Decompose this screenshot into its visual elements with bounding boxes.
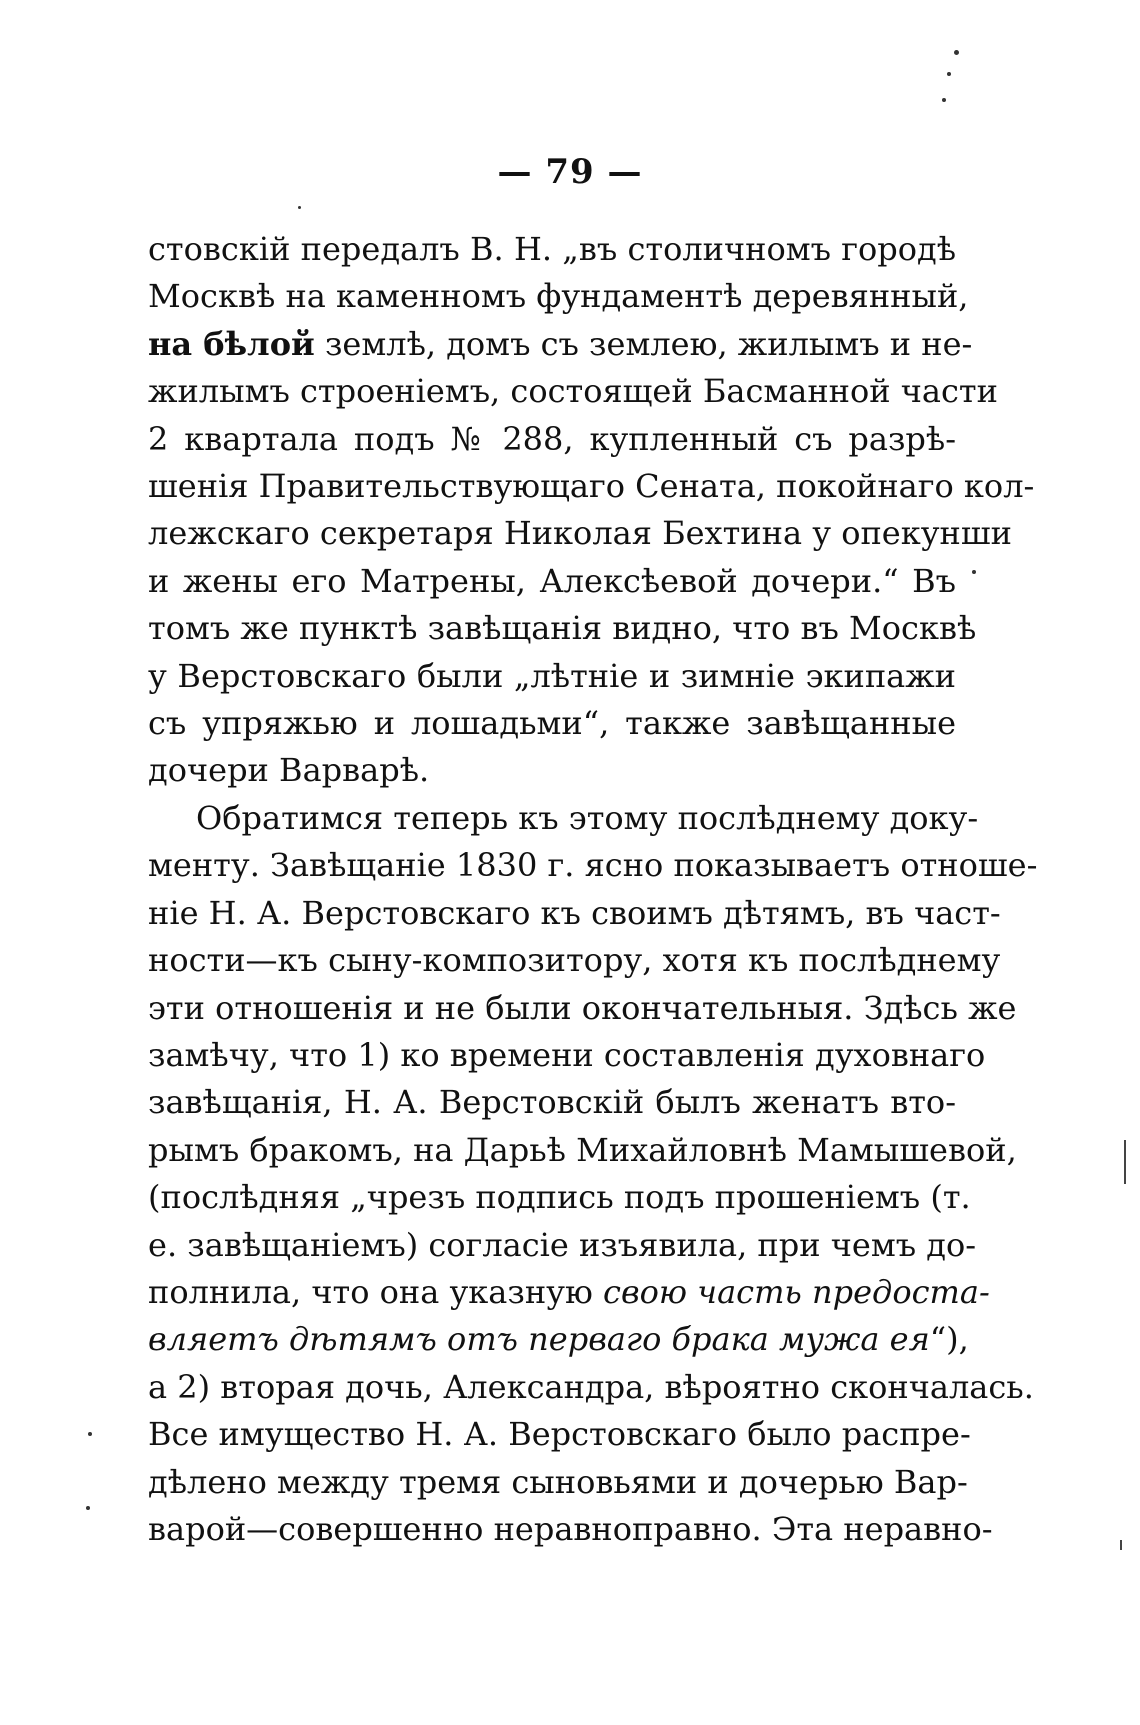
text-fragment: “), [929,1320,969,1359]
text-line: завѣщанія, Н. А. Верстовскій былъ женатъ вто- [148,1083,956,1122]
text-line: жилымъ строеніемъ, состоящей Басманной части [148,372,998,411]
text-line: рымъ бракомъ, на Дарьѣ Михайловнѣ Мамышевой, [148,1130,1017,1169]
text-line: и жены его Матрены, Алексѣевой дочери.“ Въ [148,561,956,600]
text-line: варой—совершенно неравноправно. Эта неравно- [148,1509,993,1548]
page-number: — 79 — [497,152,643,192]
text-line: ніе Н. А. Верстовскаго къ своимъ дѣтямъ, въ част- [148,893,1001,932]
text-line: (послѣдняя „чрезъ подпись подъ прошеніемъ (т. [148,1178,971,1217]
scan-speck [947,72,951,76]
text-line [148,1316,969,1363]
italic-phrase: свою часть предоста- [603,1272,990,1311]
text-line: дочери Варварѣ. [148,751,430,790]
text-line: у Верстовскаго были „лѣтніе и зимніе экипажи [148,656,956,695]
text-line: эти отношенія и не были окончательныя. Здѣсь же [148,988,1017,1027]
scan-speck [972,570,976,574]
scan-speck [298,206,301,209]
italic-phrase: вляетъ дѣтямъ отъ перваго брака мужа ея [148,1320,930,1359]
paragraph-2 [148,795,1038,1554]
scan-margin-mark [1120,1540,1122,1550]
text-line: е. завѣщаніемъ) согласіе изъявила, при чемъ до- [148,1225,977,1264]
scan-margin-mark [1124,1140,1126,1184]
scan-speck [942,98,946,102]
text-line: менту. Завѣщаніе 1830 г. ясно показываетъ отноше- [148,846,1038,885]
text-line: Обратимся теперь къ этому послѣднему доку- [196,798,979,837]
text-line: ности—къ сыну-композитору, хотя къ послѣднему [148,941,1001,980]
bold-phrase: на бѣлой [148,324,315,363]
text-line: Все имущество Н. А. Верстовскаго было распре- [148,1415,971,1454]
text-line: а 2) вторая дочь, Александра, вѣроятно скончалась. [148,1367,1034,1406]
paragraph-1 [148,226,1035,795]
text-line: лежскаго секретаря Николая Бехтина у опекунши [148,514,1012,553]
text-line [148,321,973,368]
text-line: Москвѣ на каменномъ фундаментѣ деревянный, [148,277,969,316]
text-line: дѣлено между тремя сыновьями и дочерью Вар- [148,1462,968,1501]
text-fragment: полнила, что она указную [148,1272,604,1311]
text-line: съ упряжью и лошадьми“, также завѣщанные [148,704,956,743]
text-line: 2 квартала подъ № 288, купленный съ разрѣ- [148,419,956,458]
text-fragment: землѣ, домъ съ землею, жилымъ и не- [314,324,973,363]
scan-speck [86,1506,90,1510]
scan-speck [954,50,959,55]
text-line: замѣчу, что 1) ко времени составленія духовнаго [148,1035,986,1074]
text-line [148,1269,990,1316]
text-line: стовскій передалъ В. Н. „въ столичномъ городѣ [148,230,956,268]
body-text [148,226,1038,1553]
text-line: шенія Правительствующаго Сената, покойнаго кол- [148,467,1035,506]
text-line: томъ же пунктѣ завѣщанія видно, что въ Москвѣ [148,609,977,648]
scan-speck [88,1432,92,1436]
